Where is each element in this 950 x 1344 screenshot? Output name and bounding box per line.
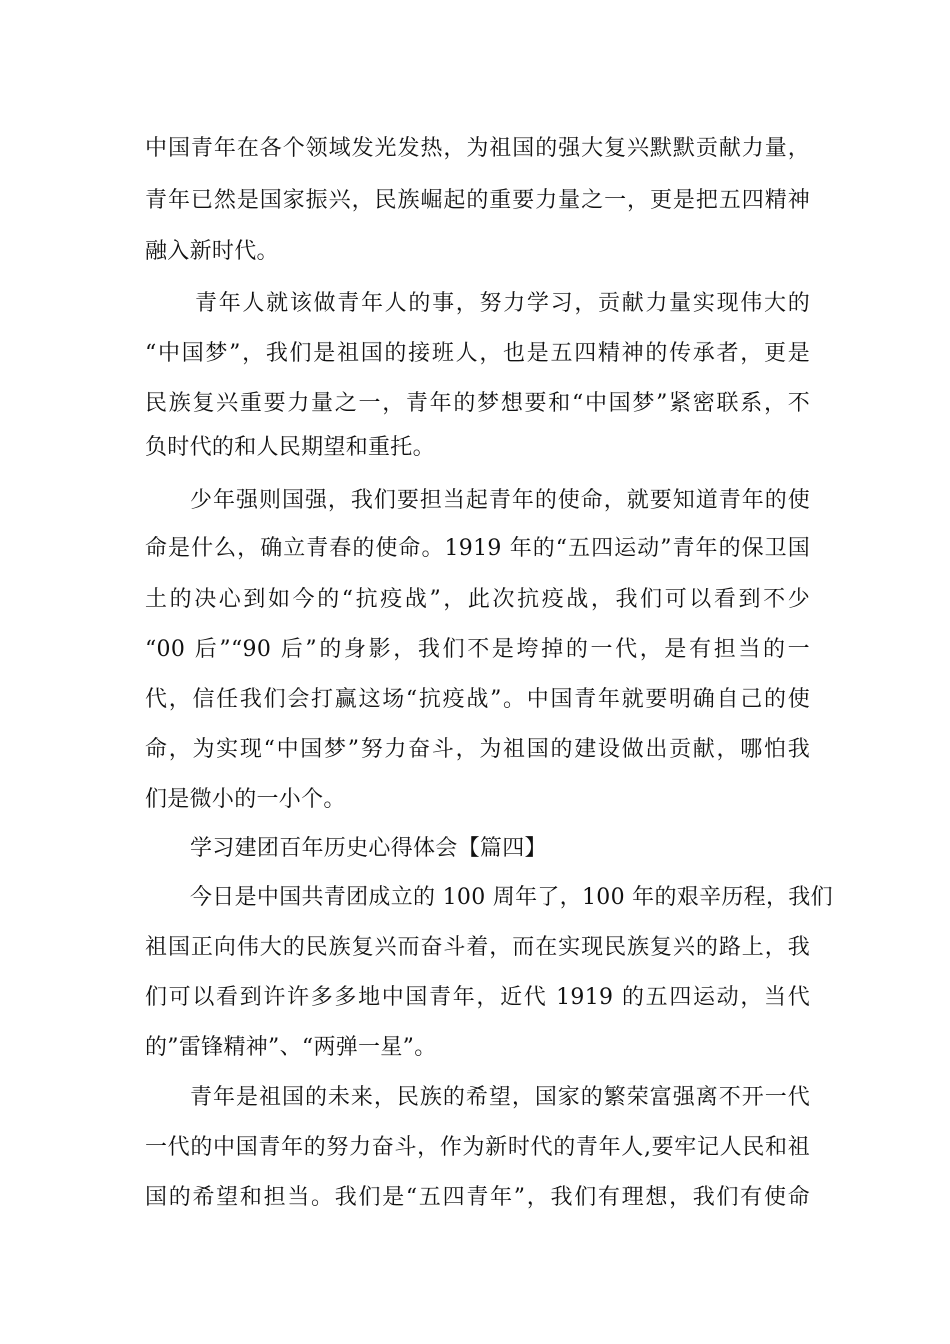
paragraph-line: 负时代的和人民期望和重托。 [145, 435, 435, 460]
paragraph-line: 少年强则国强，我们要担当起青年的使命，就要知道青年的使 [190, 488, 810, 513]
paragraph-line: 代，信任我们会打赢这场“抗疫战”。中国青年就要明确自己的使 [145, 687, 810, 712]
paragraph-line: “00 后”“90 后”的身影，我们不是垮掉的一代，是有担当的一 [145, 637, 810, 662]
paragraph-line: 青年已然是国家振兴，民族崛起的重要力量之一，更是把五四精神 [145, 188, 810, 213]
section-heading: 学习建团百年历史心得体会【篇四】 [190, 836, 547, 861]
paragraph-line: 们可以看到许许多多地中国青年，近代 1919 的五四运动，当代 [145, 985, 810, 1010]
paragraph-line: 的”雷锋精神”、“两弹一星”。 [145, 1035, 437, 1060]
paragraph-line: 中国青年在各个领域发光发热，为祖国的强大复兴默默贡献力量， [145, 136, 810, 161]
paragraph-line: 命是什么，确立青春的使命。1919 年的“五四运动”青年的保卫国 [145, 536, 810, 561]
paragraph-line: 青年是祖国的未来，民族的希望，国家的繁荣富强离不开一代 [190, 1085, 810, 1110]
paragraph-line: 命，为实现“中国梦”努力奋斗，为祖国的建设做出贡献，哪怕我 [145, 737, 810, 762]
paragraph-line: 土的决心到如今的“抗疫战”，此次抗疫战，我们可以看到不少 [145, 587, 810, 612]
paragraph-line: 青年人就该做青年人的事，努力学习，贡献力量实现伟大的 [195, 291, 810, 316]
paragraph-line: 祖国正向伟大的民族复兴而奋斗着，而在实现民族复兴的路上，我 [145, 935, 810, 960]
paragraph-line: “中国梦”，我们是祖国的接班人，也是五四精神的传承者，更是 [145, 341, 810, 366]
paragraph-line: 融入新时代。 [145, 239, 279, 264]
paragraph-line: 们是微小的一小个。 [145, 787, 346, 812]
paragraph-line: 民族复兴重要力量之一，青年的梦想要和“中国梦”紧密联系，不 [145, 391, 810, 416]
paragraph-line: 国的希望和担当。我们是“五四青年”，我们有理想，我们有使命 [145, 1185, 810, 1210]
paragraph-line: 今日是中国共青团成立的 100 周年了，100 年的艰辛历程，我们 [190, 885, 833, 910]
paragraph-line: 一代的中国青年的努力奋斗，作为新时代的青年人,要牢记人民和祖 [145, 1135, 810, 1160]
